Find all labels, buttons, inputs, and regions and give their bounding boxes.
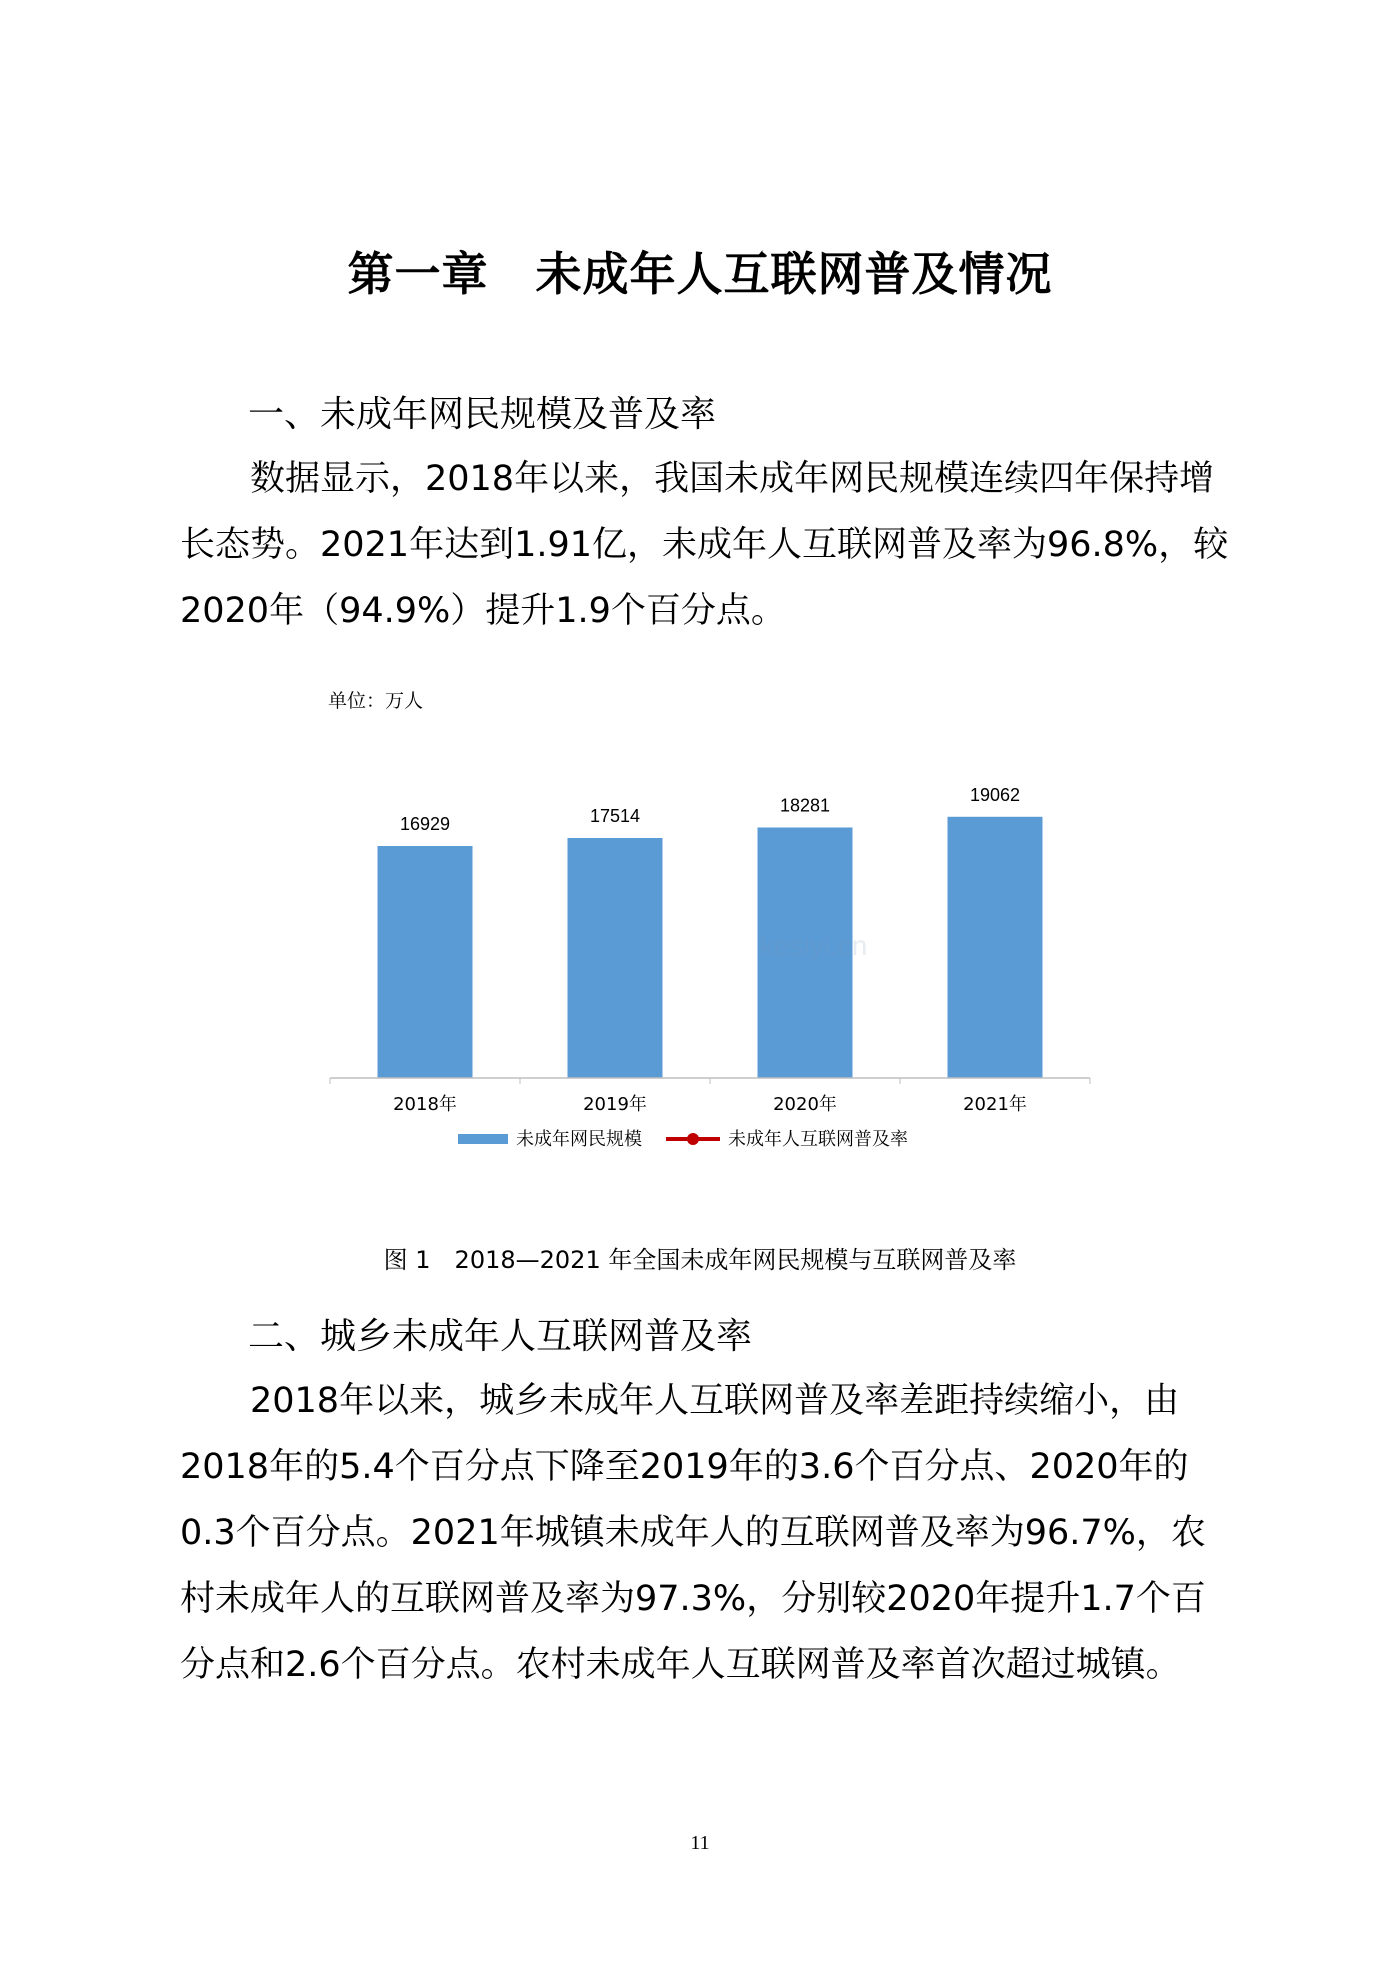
legend-bar-label: 未成年网民规模: [516, 1129, 642, 1150]
section-heading-1: 一、未成年网民规模及普及率: [248, 394, 717, 435]
bar-label-2: 18281: [779, 795, 831, 816]
legend-line-marker: [687, 1133, 699, 1145]
legend-line-label: 未成年人互联网普及率: [728, 1129, 908, 1150]
page-number: 11: [690, 1832, 710, 1854]
section2-paragraph: 2018年以来，城乡未成年人互联网普及率差距持续缩小，由2018年的5.4个百分点下降至2019年的3.6个百分点、2020年的0.3个百分点。2021年城镇未成年人的互联网普及率为96.7%，农村未成年人的互联网普及率为97.3%，分别较2020年提升1.7个百分点和2.6个百分点。农村未成年人互联网普及率首次超过城镇。: [180, 1381, 1206, 1685]
bar-label-0: 16929: [399, 814, 451, 835]
x-tick-label-1: 2019年: [583, 1094, 647, 1115]
bar-1: [568, 838, 663, 1078]
bar-3: [948, 817, 1043, 1078]
legend-bar-swatch: [458, 1134, 508, 1144]
x-tick-label-3: 2021年: [963, 1094, 1027, 1115]
figure-caption: 图 1 2018—2021 年全国未成年网民规模与互联网普及率: [383, 1246, 1017, 1274]
chart: [320, 700, 1100, 1180]
x-tick-label-0: 2018年: [393, 1094, 457, 1115]
chart-unit-label: 单位：万人: [328, 690, 424, 712]
bar-label-1: 17514: [589, 805, 641, 826]
section1-paragraph: 数据显示，2018年以来，我国未成年网民规模连续四年保持增长态势。2021年达到1.91亿，未成年人互联网普及率为96.8%，较2020年（94.9%）提升1.9个百分点。: [180, 459, 1229, 631]
section-heading-2: 二、城乡未成年人互联网普及率: [248, 1316, 753, 1357]
bar-0: [378, 846, 473, 1078]
bar-label-3: 19062: [969, 784, 1021, 805]
chapter-title: 第一章 未成年人互联网普及情况: [347, 247, 1053, 301]
bar-2: [758, 827, 853, 1078]
x-tick-label-2: 2020年: [773, 1094, 837, 1115]
